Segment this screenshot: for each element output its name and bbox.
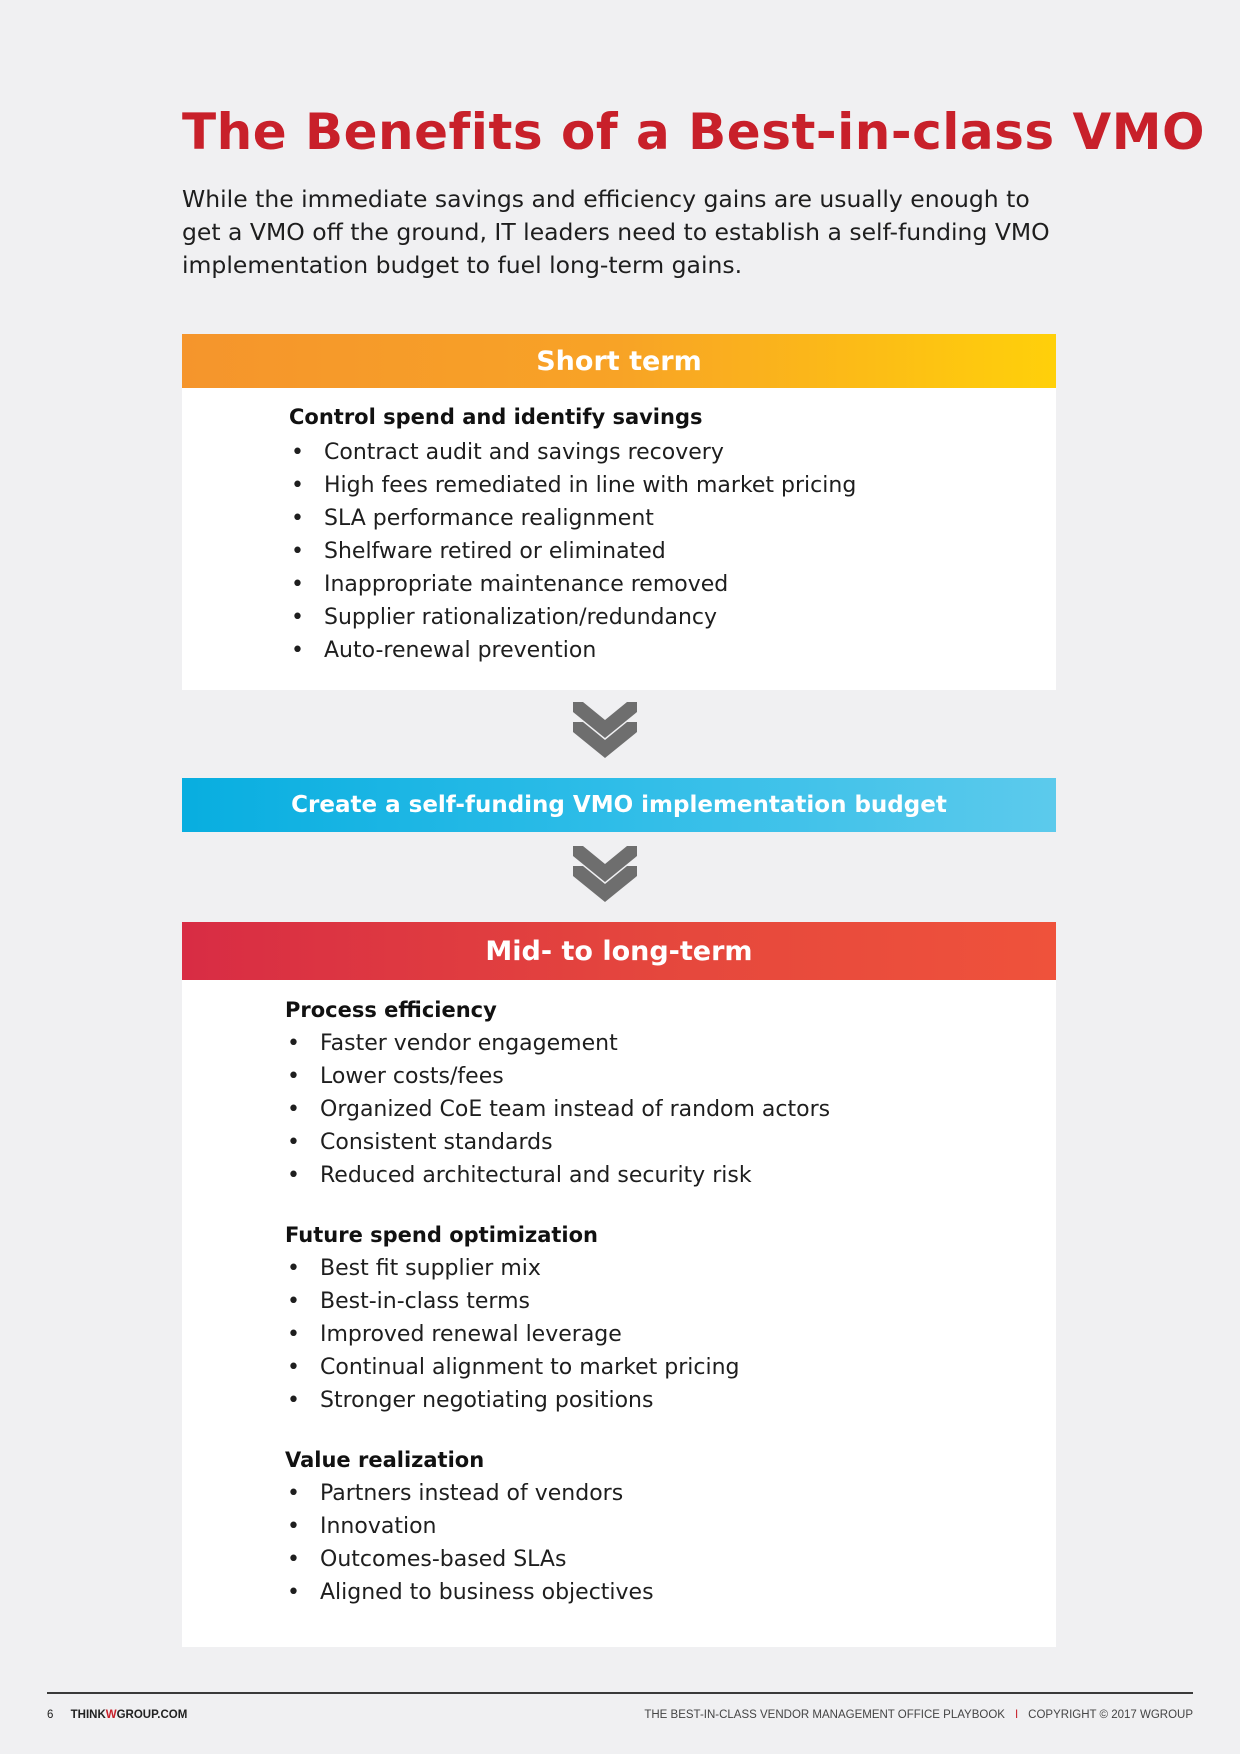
- list-item: [291, 634, 856, 667]
- publication-title: THE BEST-IN-CLASS VENDOR MANAGEMENT OFFICE PLAYBOOK: [644, 1709, 1005, 1721]
- bullet-icon: •: [287, 1064, 300, 1089]
- list-item: [287, 1252, 740, 1285]
- list-item: [287, 1543, 654, 1576]
- bullet-icon: •: [287, 1514, 300, 1539]
- site-suffix: GROUP.COM: [116, 1709, 188, 1721]
- future-spend-list: [287, 1252, 740, 1417]
- list-item-text: Partners instead of vendors: [320, 1481, 624, 1506]
- budget-label: Create a self-funding VMO implementation budget: [291, 792, 947, 818]
- list-item-text: Supplier rationalization/redundancy: [324, 605, 718, 630]
- list-item: [287, 1093, 831, 1126]
- list-item-text: Faster vendor engagement: [320, 1031, 618, 1056]
- future-spend-heading: Future spend optimization: [285, 1223, 599, 1247]
- process-efficiency-list: [287, 1027, 831, 1192]
- value-realization-heading: Value realization: [285, 1448, 485, 1472]
- bullet-icon: •: [291, 440, 304, 465]
- short-term-band: [182, 334, 1056, 388]
- value-realization-list: [287, 1477, 654, 1609]
- footer-right: [644, 1709, 1193, 1721]
- footer-rule: [47, 1692, 1193, 1694]
- list-item-text: Outcomes-based SLAs: [320, 1547, 567, 1572]
- bullet-icon: •: [287, 1097, 300, 1122]
- long-term-panel: [182, 980, 1056, 1647]
- list-item-text: Innovation: [320, 1514, 437, 1539]
- bullet-icon: •: [291, 506, 304, 531]
- site-link[interactable]: [71, 1709, 188, 1721]
- copyright: COPYRIGHT © 2017 WGROUP: [1028, 1709, 1193, 1721]
- list-item-text: Auto-renewal prevention: [324, 638, 597, 663]
- bullet-icon: •: [287, 1289, 300, 1314]
- bullet-icon: •: [291, 572, 304, 597]
- long-term-band: [182, 922, 1056, 980]
- bullet-icon: •: [287, 1256, 300, 1281]
- site-accent: W: [105, 1709, 117, 1721]
- list-item: [291, 568, 856, 601]
- bullet-icon: •: [287, 1580, 300, 1605]
- bullet-icon: •: [287, 1388, 300, 1413]
- list-item: [287, 1384, 740, 1417]
- intro-paragraph: While the immediate savings and efficiency gains are usually enough to get a VMO off the ground, IT leaders need to establish a self-funding VMO implementation budget to fuel long-term gains.: [182, 185, 1050, 279]
- list-item: [291, 469, 857, 502]
- footer-left: [47, 1709, 187, 1721]
- list-item: [287, 1126, 830, 1159]
- page-number: 6: [47, 1709, 54, 1721]
- short-term-label: Short term: [536, 345, 702, 377]
- list-item-text: Stronger negotiating positions: [320, 1388, 654, 1413]
- list-item-text: Improved renewal leverage: [320, 1322, 622, 1347]
- short-term-heading: Control spend and identify savings: [289, 405, 703, 429]
- list-item-text: Shelfware retired or eliminated: [324, 539, 666, 564]
- list-item: [287, 1318, 740, 1351]
- list-item: [287, 1159, 830, 1192]
- footer-separator: I: [1014, 1709, 1019, 1721]
- list-item-text: Best-in-class terms: [320, 1289, 530, 1314]
- process-efficiency-heading: Process efficiency: [285, 998, 497, 1022]
- list-item-text: Lower costs/fees: [320, 1064, 504, 1089]
- bullet-icon: •: [287, 1355, 300, 1380]
- short-term-panel: [182, 388, 1056, 690]
- list-item-text: Contract audit and savings recovery: [324, 440, 724, 465]
- long-term-label: Mid- to long-term: [485, 935, 753, 967]
- double-chevron-down-icon: [573, 844, 637, 904]
- list-item: [287, 1510, 654, 1543]
- list-item: [291, 436, 856, 469]
- list-item-text: Organized CoE team instead of random actors: [320, 1097, 831, 1122]
- list-item-text: SLA performance realignment: [324, 506, 654, 531]
- bullet-icon: •: [291, 638, 304, 663]
- site-prefix: THINK: [70, 1709, 106, 1721]
- list-item-text: Aligned to business objectives: [320, 1580, 654, 1605]
- bullet-icon: •: [291, 473, 304, 498]
- list-item: [287, 1285, 740, 1318]
- short-term-list: [291, 436, 857, 667]
- list-item: [287, 1060, 830, 1093]
- bullet-icon: •: [287, 1130, 300, 1155]
- budget-band: [182, 778, 1056, 832]
- list-item-text: Reduced architectural and security risk: [320, 1163, 752, 1188]
- list-item-text: Inappropriate maintenance removed: [324, 572, 729, 597]
- list-item: [287, 1027, 830, 1060]
- bullet-icon: •: [287, 1031, 300, 1056]
- bullet-icon: •: [287, 1322, 300, 1347]
- list-item: [287, 1351, 740, 1384]
- page-title: The Benefits of a Best-in-class VMO: [182, 103, 1205, 161]
- list-item: [291, 535, 856, 568]
- bullet-icon: •: [291, 539, 304, 564]
- list-item: [291, 502, 856, 535]
- double-chevron-down-icon: [573, 700, 637, 760]
- bullet-icon: •: [287, 1481, 300, 1506]
- list-item: [291, 601, 856, 634]
- list-item: [287, 1477, 654, 1510]
- bullet-icon: •: [287, 1547, 300, 1572]
- list-item-text: High fees remediated in line with market pricing: [324, 473, 857, 498]
- bullet-icon: •: [287, 1163, 300, 1188]
- list-item-text: Continual alignment to market pricing: [320, 1355, 740, 1380]
- bullet-icon: •: [291, 605, 304, 630]
- list-item: [287, 1576, 654, 1609]
- list-item-text: Consistent standards: [320, 1130, 553, 1155]
- list-item-text: Best fit supplier mix: [320, 1256, 541, 1281]
